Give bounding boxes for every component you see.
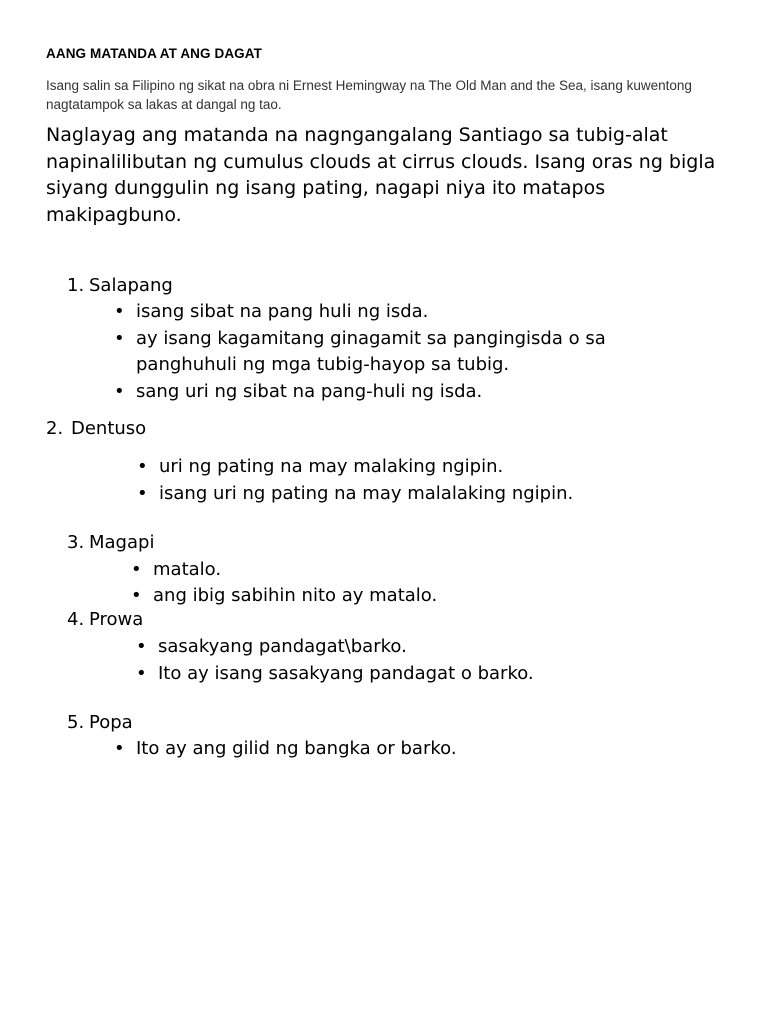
term-5-marker: 5. — [67, 712, 85, 733]
term-3-definition-1: • matalo. — [153, 557, 221, 584]
term-2-definition-1: • uri ng pating na may malaking ngipin. — [159, 454, 503, 481]
intro-paragraph: Naglayag ang matanda na nagngangalang Santiago sa tubig-alat napinalilibutan ng cumulus clouds at cirrus clouds. Isang oras ng bigla siyang dunggulin ng isang pating, nagapi niya ito matapos makipagbuno. — [46, 124, 716, 226]
term-1-definition-3: • sang uri ng sibat na pang-huli ng isda. — [136, 379, 482, 406]
term-1-word: Salapang — [89, 275, 173, 296]
term-1-marker: 1. — [67, 275, 85, 296]
term-4-marker: 4. — [67, 609, 85, 630]
term-5-word: Popa — [89, 712, 133, 733]
term-2-word: Dentuso — [71, 418, 147, 439]
term-5-definition-1: • Ito ay ang gilid ng bangka or barko. — [136, 736, 457, 763]
term-1-definition-2-continued: panghuhuli ng mga tubig-hayop sa tubig. — [136, 354, 510, 375]
term-4-definition-2: • Ito ay isang sasakyang pandagat o barko. — [158, 661, 534, 688]
term-3-definition-2: • ang ibig sabihin nito ay matalo. — [153, 583, 437, 610]
term-3-word: Magapi — [89, 532, 155, 553]
document-subtitle: Isang salin sa Filipino ng sikat na obra ni Ernest Hemingway na The Old Man and the Sea, isang kuwentong nagtatampok sa lakas at dangal ng tao. — [46, 78, 692, 112]
term-4-definition-1: • sasakyang pandagat\barko. — [158, 634, 407, 661]
term-2-definition-2: • isang uri ng pating na may malalaking ngipin. — [159, 481, 573, 508]
term-4-word: Prowa — [89, 609, 144, 630]
term-2-marker: 2. — [46, 418, 64, 439]
term-1-definition-1: • isang sibat na pang huli ng isda. — [136, 299, 428, 326]
term-3-marker: 3. — [67, 532, 85, 553]
term-1-definition-2: • ay isang kagamitang ginagamit sa pangingisda o sa — [136, 326, 606, 353]
document-title: AANG MATANDA AT ANG DAGAT — [46, 46, 262, 61]
